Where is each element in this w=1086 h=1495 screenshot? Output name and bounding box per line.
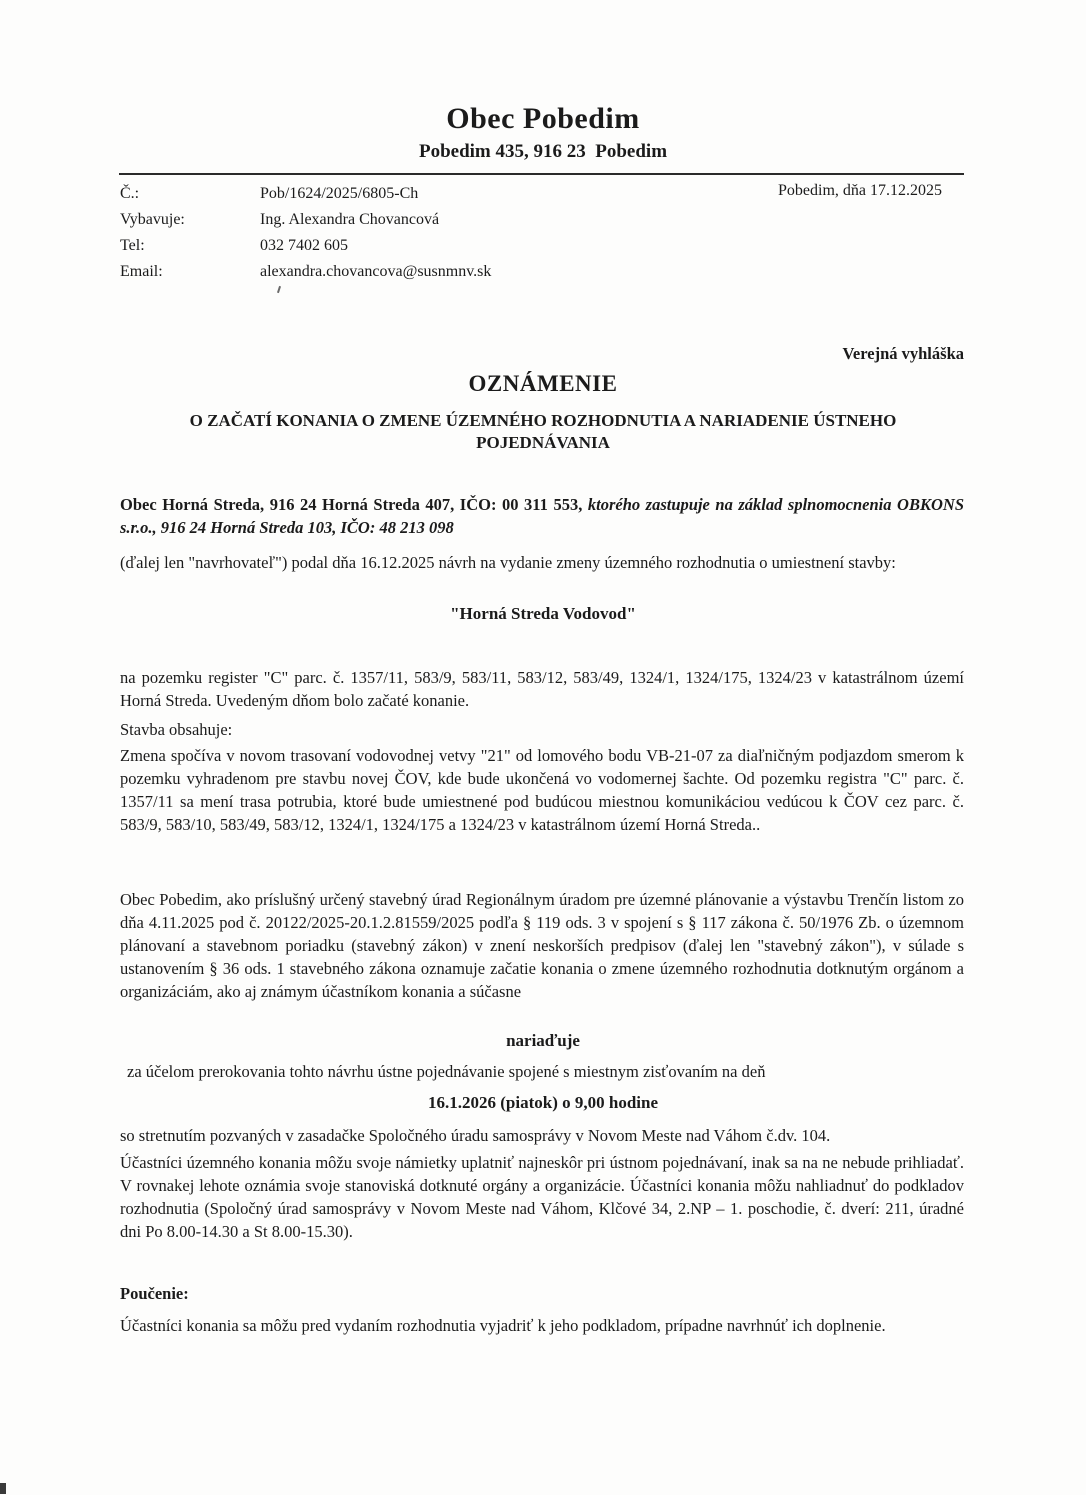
applicant-paragraph: [120, 493, 964, 539]
org-name: Obec Pobedim: [446, 102, 640, 135]
meeting-place-paragraph: so stretnutím pozvaných v zasadačke Spoločného úradu samosprávy v Novom Meste nad Váhom č.dv. 104.: [120, 1126, 831, 1145]
applicant-name: Obec Horná Streda, 916 24 Horná Streda 407, IČO: 00 311 553,: [120, 495, 583, 514]
authority-paragraph: Obec Pobedim, ako príslušný určený stavebný úrad Regionálnym úradom pre územné plánovanie a výstavbu Trenčín listom zo dňa 4.11.2025 pod č. 20122/2025-20.1.2.81559/2025 podľa § 119 ods. 3 v spojení s § 117 zákona č. 50/1976 Zb. o územnom plánovaní a stavebnom poriadku (stavebný zákon) v znení neskorších predpisov (ďalej len "stavebný zákon"), v súlade s ustanovením § 36 ods. 1 stavebného zákona oznamuje začatie konania o zmene územného rozhodnutia dotknutým orgánom a organizáciám, ako aj známym účastníkom konania a súčasne: [120, 890, 964, 1001]
header-rule: [119, 173, 964, 175]
project-name: "Horná Streda Vodovod": [450, 604, 636, 623]
meta-value: Ing. Alexandra Chovancová: [260, 211, 440, 228]
meta-row-email: [120, 259, 760, 285]
stavba-label: Stavba obsahuje:: [120, 720, 233, 739]
zmena-paragraph: Zmena spočíva v novom trasovaní vodovodnej vetvy "21" od lomového bodu VB-21-07 za diaľničným podjazdom smerom k pozemku vyhradenom pre stavbu novej ČOV, kde bude ukončená vo vodomernej šachte. Od pozemku registra "C" parc. č. 1357/11 sa mení trasa potrubia, ktoré bude umiestnené pod budúcou miestnou komunikáciou vedúcou k ČOV cez parc. č. 583/9, 583/10, 583/49, 583/12, 1324/1, 1324/175 a 1324/23 v katastrálnom území Horná Streda..: [120, 746, 964, 834]
meta-row-phone: [120, 233, 760, 259]
meta-label: Č.:: [120, 185, 140, 202]
parcels-paragraph: na pozemku register "C" parc. č. 1357/11, 583/9, 583/11, 583/12, 583/49, 1324/1, 1324/175, 1324/23 v katastrálnom území Horná Streda. Uvedeným dňom bolo začaté konanie.: [120, 668, 964, 710]
org-address: Pobedim 435, 916 23 Pobedim: [418, 141, 668, 162]
applicant-representative: ktorého zastupuje na základ splnomocnenia OBKONS s.r.o., 916 24 Horná Streda 103, IČO: 48 213 098: [120, 495, 964, 537]
purpose-paragraph: za účelom prerokovania tohto návrhu ústne pojednávanie spojené s miestnym zisťovaním na deň: [127, 1062, 766, 1081]
navrhovatel-paragraph: (ďalej len "navrhovateľ") podal dňa 16.12.2025 návrh na vydanie zmeny územného rozhodnutia o umiestnení stavby:: [120, 553, 896, 572]
stray-mark: [277, 286, 281, 293]
objections-paragraph: Účastníci územného konania môžu svoje námietky uplatniť najneskôr pri ústnom pojednávaní, inak sa na ne nebude prihliadať. V rovnakej lehote oznámia svoje stanoviská dotknuté orgány a organizácie. Účastníci konania môžu nahliadnuť do podkladov rozhodnutia (Spoločný úrad samosprávy v Novom Meste nad Váhom, Klčové 34, 2.NP – 1. poschodie, č. dverí: 211, úradné dni Po 8.00-14.30 a St 8.00-15.30).: [120, 1153, 964, 1241]
notice-subtitle: O ZAČATÍ KONANIA O ZMENE ÚZEMNÉHO ROZHODNUTIA A NARIADENIE ÚSTNEHO POJEDNÁVANIA: [189, 411, 897, 452]
meta-row-handler: [120, 207, 760, 233]
nariaduje-heading: nariaďuje: [506, 1031, 580, 1050]
meta-label: Email:: [120, 263, 163, 280]
meta-block: [120, 181, 760, 285]
public-notice-label: Verejná vyhláška: [842, 344, 964, 363]
meta-label: Vybavuje:: [120, 211, 185, 228]
poucenie-label: Poučenie:: [120, 1284, 189, 1303]
meta-value: Pob/1624/2025/6805-Ch: [260, 185, 419, 202]
date-line: Pobedim, dňa 17.12.2025: [778, 182, 942, 199]
meta-value: alexandra.chovancova@susnmnv.sk: [260, 263, 492, 280]
poucenie-paragraph: Účastníci konania sa môžu pred vydaním rozhodnutia vyjadriť k jeho podkladom, prípadne navrhnúť ich doplnenie.: [120, 1316, 886, 1335]
meta-value: 032 7402 605: [260, 237, 348, 254]
meta-row-number: [120, 181, 760, 207]
meta-label: Tel:: [120, 237, 145, 254]
meeting-datetime: 16.1.2026 (piatok) o 9,00 hodine: [428, 1093, 658, 1112]
notice-title: OZNÁMENIE: [468, 371, 618, 396]
scan-artifact: [0, 1483, 6, 1494]
